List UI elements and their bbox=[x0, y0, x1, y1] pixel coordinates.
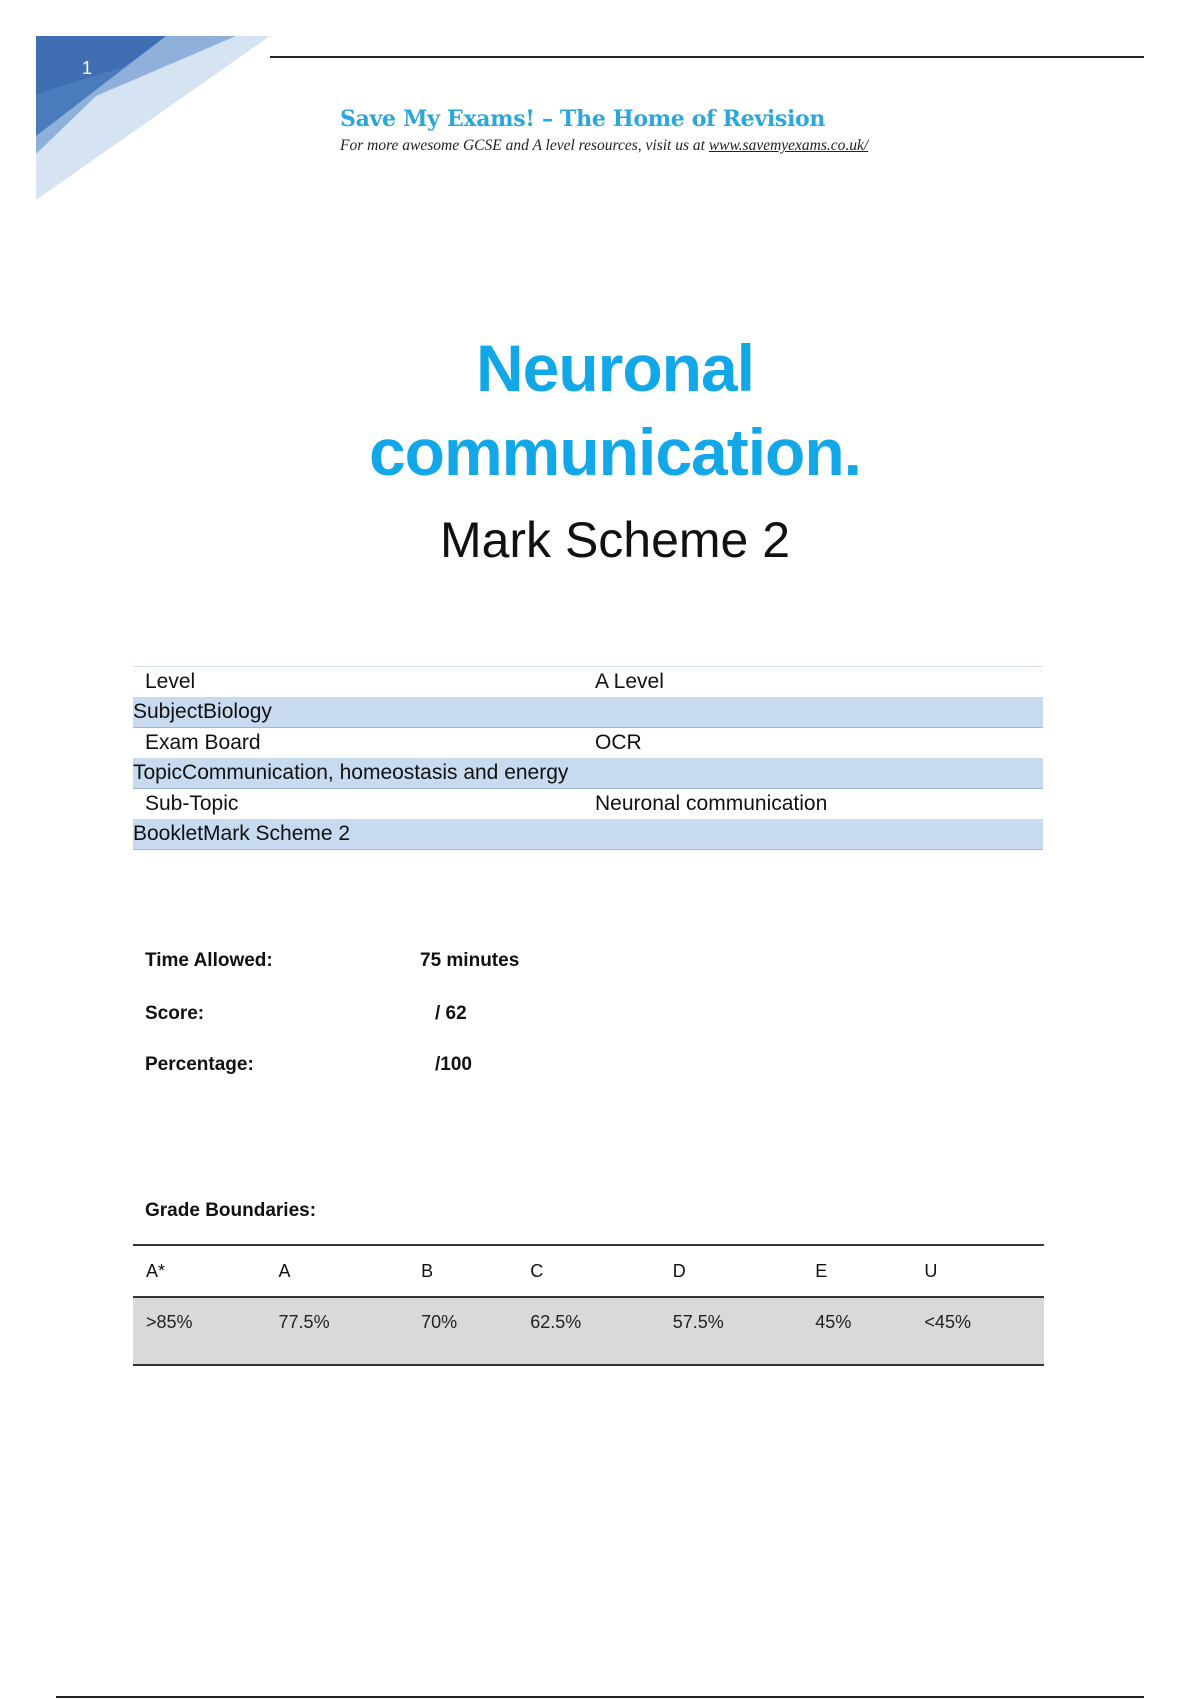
grade-boundaries-table bbox=[133, 1244, 1044, 1366]
info-value: Neuronal communication bbox=[595, 792, 828, 815]
info-value: Communication, homeostasis and energy bbox=[182, 761, 569, 784]
corner-decoration bbox=[36, 36, 270, 200]
score-label: Score: bbox=[145, 1003, 205, 1024]
grade-header: A* bbox=[133, 1245, 266, 1297]
grade-value: 70% bbox=[408, 1297, 517, 1365]
info-table bbox=[133, 666, 1043, 850]
grade-value: 57.5% bbox=[660, 1297, 803, 1365]
info-label: Subject bbox=[133, 700, 204, 723]
document-title bbox=[300, 326, 930, 494]
grade-value: 45% bbox=[802, 1297, 911, 1365]
grade-header: U bbox=[911, 1245, 1044, 1297]
info-label: Level bbox=[145, 670, 196, 693]
title-line-2: communication. bbox=[368, 415, 862, 489]
title-line-1: Neuronal bbox=[475, 331, 755, 405]
info-row bbox=[133, 819, 1043, 850]
time-allowed-value: 75 minutes bbox=[420, 950, 520, 971]
grade-boundaries-label: Grade Boundaries: bbox=[145, 1200, 317, 1221]
info-value: A Level bbox=[595, 670, 664, 693]
info-value: OCR bbox=[595, 731, 642, 754]
page-number: 1 bbox=[82, 58, 93, 78]
grade-header: E bbox=[802, 1245, 911, 1297]
grade-value: <45% bbox=[911, 1297, 1044, 1365]
info-label: Exam Board bbox=[145, 731, 261, 754]
info-row bbox=[133, 728, 1043, 759]
grade-value: >85% bbox=[133, 1297, 266, 1365]
info-row bbox=[133, 667, 1043, 698]
header-rule bbox=[270, 56, 1144, 58]
grade-header: C bbox=[517, 1245, 660, 1297]
brand-subtitle bbox=[340, 137, 868, 155]
grade-header: D bbox=[660, 1245, 803, 1297]
score-value: / 62 bbox=[435, 1003, 467, 1024]
info-cell bbox=[133, 758, 1043, 789]
brand-title: Save My Exams! – The Home of Revision bbox=[340, 106, 826, 132]
info-cell bbox=[133, 819, 1043, 850]
time-allowed-label: Time Allowed: bbox=[145, 950, 273, 971]
info-value: Biology bbox=[203, 700, 272, 723]
percentage-label: Percentage: bbox=[145, 1054, 254, 1075]
brand-sub-text: For more awesome GCSE and A level resources, visit us at bbox=[340, 137, 705, 154]
percentage-value: /100 bbox=[435, 1054, 472, 1075]
grade-header: B bbox=[408, 1245, 517, 1297]
info-value: Mark Scheme 2 bbox=[203, 822, 351, 845]
info-row bbox=[133, 758, 1043, 789]
brand-url-link[interactable]: www.savemyexams.co.uk/ bbox=[708, 137, 869, 154]
grade-header: A bbox=[266, 1245, 409, 1297]
info-label: Topic bbox=[133, 761, 183, 784]
footer-rule bbox=[56, 1696, 1144, 1698]
info-row bbox=[133, 789, 1043, 820]
info-row bbox=[133, 697, 1043, 728]
grade-value: 62.5% bbox=[517, 1297, 660, 1365]
info-cell bbox=[133, 697, 1043, 728]
info-label: Sub-Topic bbox=[145, 792, 239, 815]
document-subtitle: Mark Scheme 2 bbox=[439, 512, 791, 568]
grade-value: 77.5% bbox=[266, 1297, 409, 1365]
info-label: Booklet bbox=[133, 822, 204, 845]
